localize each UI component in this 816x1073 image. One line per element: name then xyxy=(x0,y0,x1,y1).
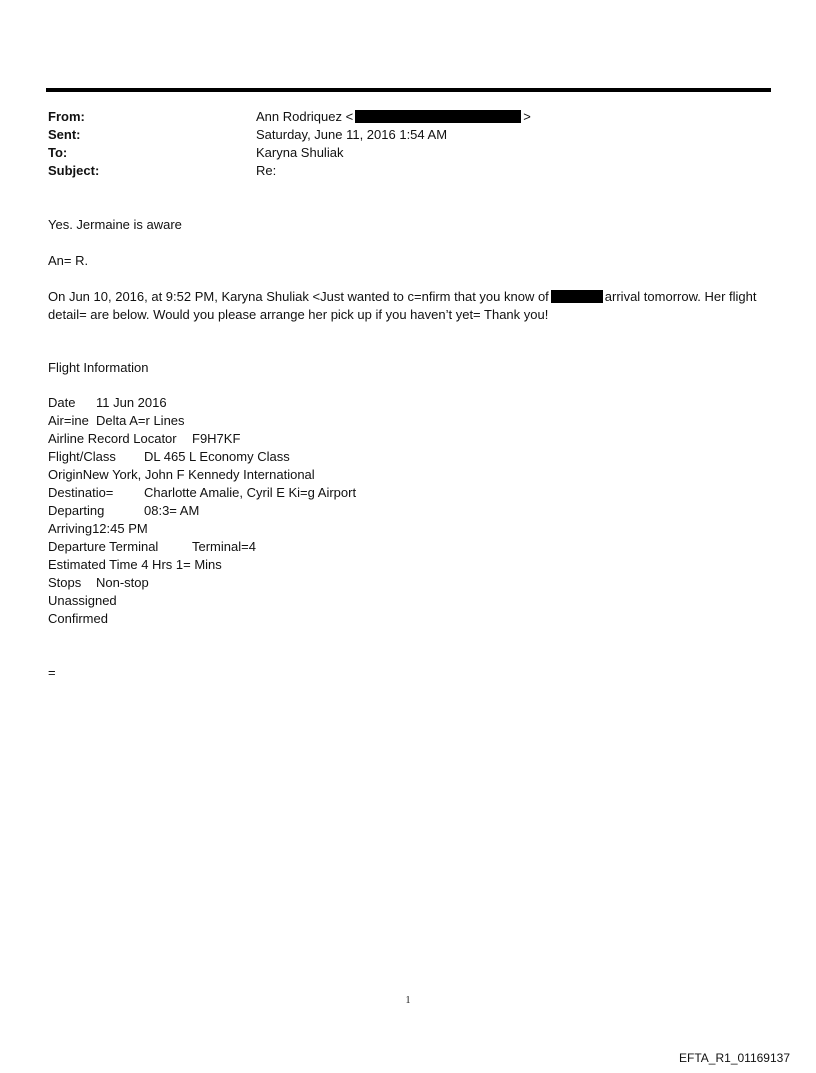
origin-value: New York, John F Kennedy International xyxy=(82,467,315,482)
date-value: 11 Jun 2016 xyxy=(96,395,167,410)
to-value: Karyna Shuliak xyxy=(256,145,344,160)
terminal-label: Departure Terminal xyxy=(48,539,159,554)
flight-arriving-row xyxy=(48,520,356,538)
from-label: From: xyxy=(48,109,85,124)
sent-value: Saturday, June 11, 2016 1:54 AM xyxy=(256,127,448,142)
airline-label: Air=ine xyxy=(48,413,89,428)
arriving-label: Arriving xyxy=(48,521,93,536)
redacted-email-block xyxy=(355,110,521,123)
locator-value: F9H7KF xyxy=(192,431,241,446)
flight-status-row: Confirmed xyxy=(48,611,108,626)
from-close: > xyxy=(523,109,531,124)
arriving-value: 12:45 PM xyxy=(92,521,148,536)
flight-terminal-row xyxy=(48,538,356,556)
destination-label: Destinatio= xyxy=(48,485,114,500)
from-name: Ann Rodriquez < xyxy=(256,109,354,124)
to-label: To: xyxy=(48,145,68,160)
date-label: Date xyxy=(48,395,76,410)
sent-label: Sent: xyxy=(48,127,81,142)
flight-stops-row xyxy=(48,574,356,592)
body-line-1: Yes. Jermaine is aware xyxy=(48,217,182,232)
flight-date-row xyxy=(48,394,356,412)
subject-label: Subject: xyxy=(48,163,100,178)
trailer-text: = xyxy=(48,665,56,680)
quote-part-1: On Jun 10, 2016, at 9:52 PM, Karyna Shuliak <Just wanted to c=nfirm that you know of xyxy=(48,289,549,304)
flight-locator-row xyxy=(48,430,356,448)
flight-origin-row xyxy=(48,466,356,484)
flight-departing-row xyxy=(48,502,356,520)
departing-label: Departing xyxy=(48,503,105,518)
quote-part-2: arrival tomorrow. Her flight detail= are below. Would you please arrange her pick up if you haven’t yet= Thank you! xyxy=(48,289,757,322)
body-line-2: An= R. xyxy=(48,253,89,268)
flight-seat-row: Unassigned xyxy=(48,593,117,608)
subject-value: Re: xyxy=(256,163,277,178)
estimated-value: 4 Hrs 1= Mins xyxy=(141,557,222,572)
locator-label: Airline Record Locator xyxy=(48,431,177,446)
from-value xyxy=(256,108,531,126)
stops-label: Stops xyxy=(48,575,82,590)
airline-value: Delta A=r Lines xyxy=(96,413,185,428)
flight-class-row xyxy=(48,448,356,466)
flight-details xyxy=(48,394,356,628)
flight-estimated-row xyxy=(48,556,356,574)
class-label: Flight/Class xyxy=(48,449,116,464)
origin-label: Origin xyxy=(48,467,83,482)
flight-destination-row xyxy=(48,484,356,502)
estimated-label: Estimated Time xyxy=(48,557,138,572)
page-number: 1 xyxy=(405,995,411,1006)
stops-value: Non-stop xyxy=(96,575,149,590)
terminal-value: Terminal=4 xyxy=(192,539,256,554)
departing-value: 08:3= AM xyxy=(144,503,200,518)
destination-value: Charlotte Amalie, Cyril E Ki=g Airport xyxy=(144,485,357,500)
redacted-name-block xyxy=(551,290,603,303)
quoted-message xyxy=(48,288,768,324)
document-id: EFTA_R1_01169137 xyxy=(679,1051,790,1065)
class-value: DL 465 L Economy Class xyxy=(144,449,290,464)
flight-airline-row xyxy=(48,412,356,430)
flight-heading: Flight Information xyxy=(48,360,149,375)
header-rule xyxy=(46,88,771,92)
